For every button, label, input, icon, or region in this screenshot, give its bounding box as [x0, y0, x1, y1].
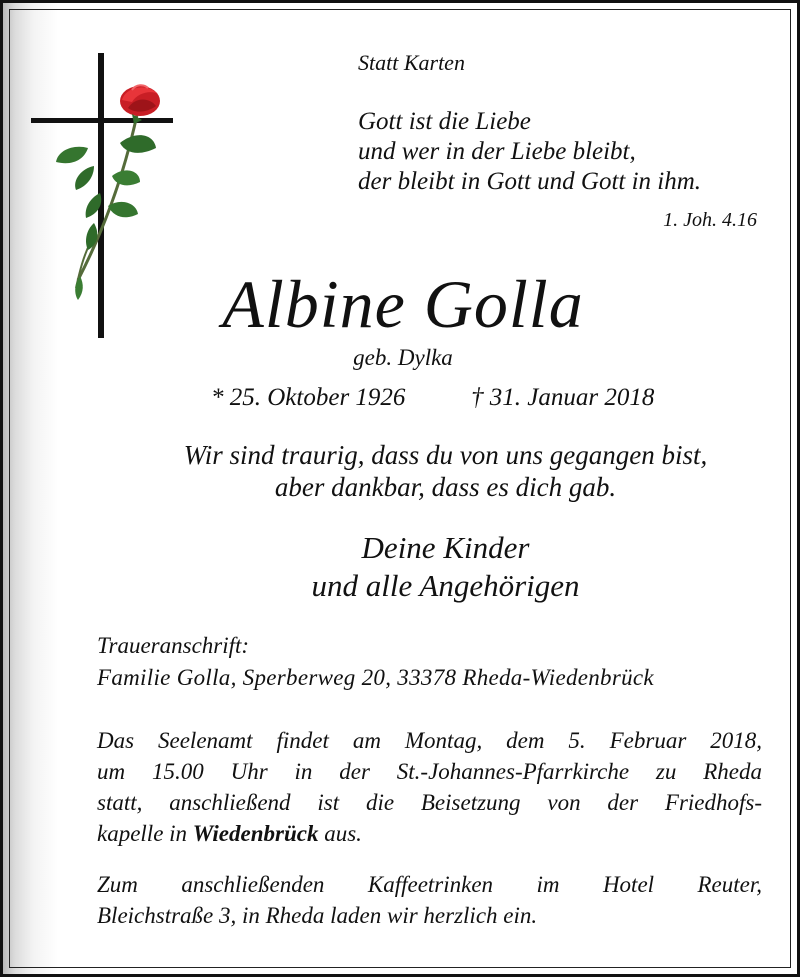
- birth-name: geb. Dylka: [353, 345, 453, 370]
- service-line: [97, 818, 762, 849]
- quote-line: Wir sind traurig, dass du von uns gegangen bist,: [183, 440, 708, 470]
- coffee-paragraph: [97, 869, 762, 931]
- death-date: † 31. Januar 2018: [471, 384, 655, 411]
- address-line: Familie Golla, Sperberweg 20, 33378 Rheda-Wiedenbrück: [97, 665, 654, 690]
- coffee-line: Bleichstraße 3, in Rheda laden wir herzlich ein.: [97, 903, 538, 928]
- verse-line: und wer in der Liebe bleibt,: [358, 138, 636, 165]
- service-line4-pre: kapelle in: [97, 821, 188, 846]
- service-line: statt, anschließend ist die Beisetzung von der Friedhofs-: [97, 790, 762, 815]
- mourners-line: Deine Kinder: [361, 530, 530, 565]
- verse-line: Gott ist die Liebe: [358, 108, 531, 135]
- condolence-quote: [3, 439, 800, 503]
- burial-place: Wiedenbrück: [192, 821, 319, 846]
- verse-line: der bleibt in Gott und Gott in ihm.: [358, 168, 702, 195]
- coffee-line: Zum anschließenden Kaffeetrinken im Hotel Reuter,: [97, 872, 762, 897]
- service-line4-post: aus.: [324, 821, 362, 846]
- bible-verse: [358, 107, 701, 197]
- verse-reference: 1. Joh. 4.16: [663, 209, 757, 231]
- service-paragraph: [97, 725, 762, 849]
- service-line: Das Seelenamt findet am Montag, dem 5. Februar 2018,: [97, 728, 762, 753]
- address-label: Traueranschrift:: [97, 633, 250, 658]
- deceased-name: Albine Golla: [222, 266, 584, 342]
- mourners: [3, 529, 800, 605]
- service-line: um 15.00 Uhr in der St.-Johannes-Pfarrkirche zu Rheda: [97, 759, 762, 784]
- quote-line: aber dankbar, dass es dich gab.: [274, 472, 617, 502]
- mourners-line: und alle Angehörigen: [311, 568, 580, 603]
- statt-karten: Statt Karten: [358, 50, 465, 75]
- birth-date: * 25. Oktober 1926: [211, 384, 406, 411]
